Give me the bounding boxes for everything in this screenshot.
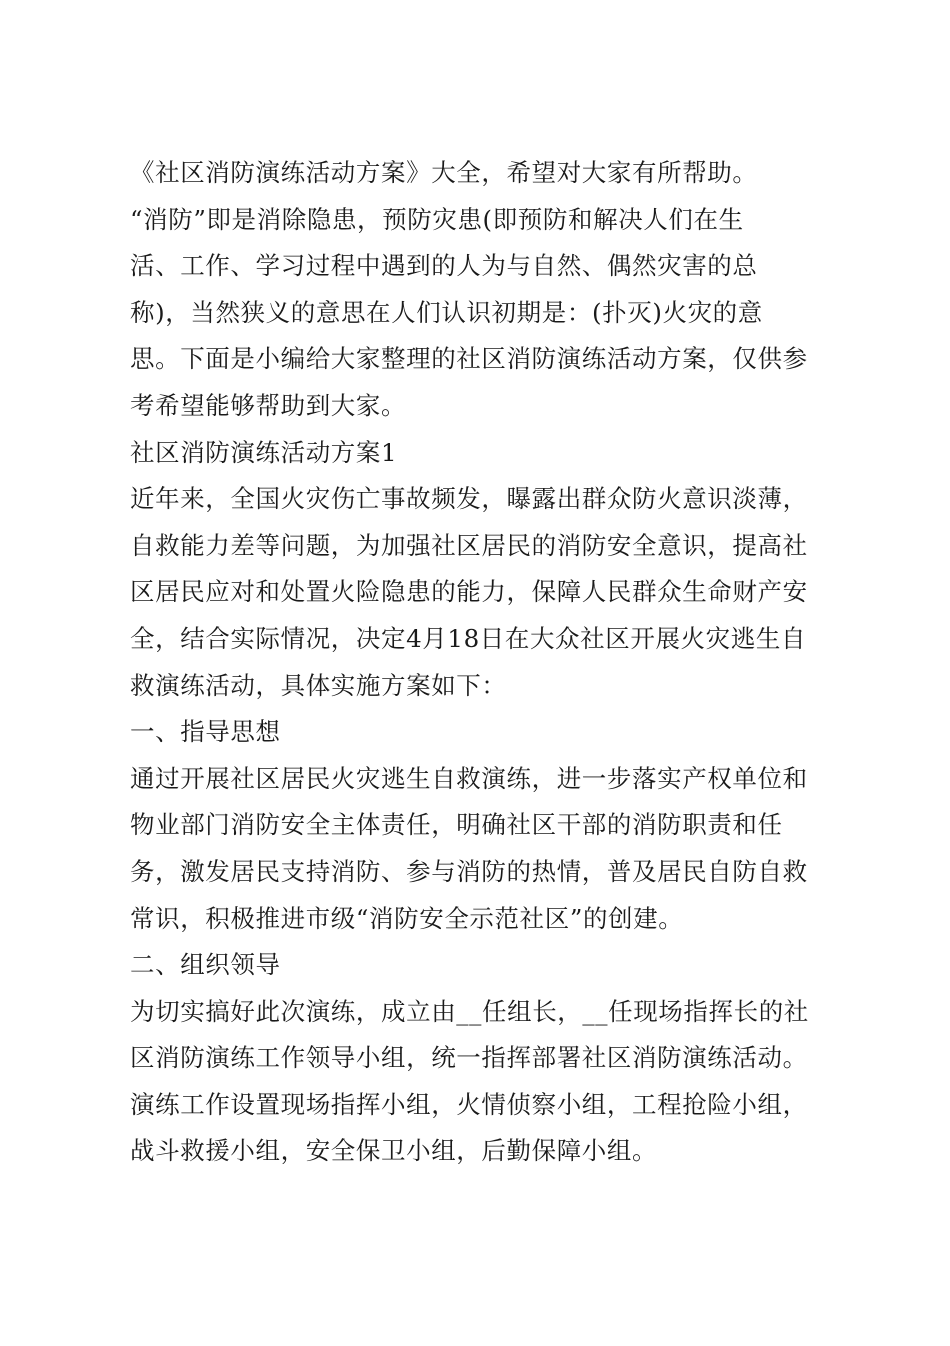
heading-guiding-ideology: 一、指导思想 bbox=[130, 717, 281, 747]
paragraph-line: 自救能力差等问题，为加强社区居民的消防安全意识，提高社 bbox=[130, 530, 808, 560]
paragraph-line: 常识，积极推进市级“消防安全示范社区”的创建。 bbox=[130, 903, 684, 933]
paragraph-line: 全，结合实际情况，决定4月18日在大众社区开展火灾逃生自 bbox=[130, 623, 807, 653]
paragraph-line: 救演练活动，具体实施方案如下： bbox=[130, 670, 507, 700]
paragraph-line: 活、工作、学习过程中遇到的人为与自然、偶然灾害的总 bbox=[130, 251, 758, 281]
paragraph-line: 务，激发居民支持消防、参与消防的热情，普及居民自防自救 bbox=[130, 856, 808, 886]
paragraph-line: 思。下面是小编给大家整理的社区消防演练活动方案，仅供参 bbox=[130, 344, 808, 374]
paragraph-line: 为切实搞好此次演练，成立由__任组长，__任现场指挥长的社 bbox=[130, 996, 809, 1026]
paragraph-line: 考希望能够帮助到大家。 bbox=[130, 390, 407, 420]
paragraph-line: 区居民应对和处置火险隐患的能力，保障人民群众生命财产安 bbox=[130, 577, 808, 607]
paragraph-line: 称)，当然狭义的意思在人们认识初期是：(扑灭)火灾的意 bbox=[130, 297, 763, 327]
heading-organization-leadership: 二、组织领导 bbox=[130, 950, 281, 980]
paragraph-line: 战斗救援小组，安全保卫小组，后勤保障小组。 bbox=[130, 1136, 658, 1166]
paragraph-line: 物业部门消防安全主体责任，明确社区干部的消防职责和任 bbox=[130, 810, 783, 840]
paragraph-line: 演练工作设置现场指挥小组，火情侦察小组，工程抢险小组， bbox=[130, 1089, 808, 1119]
paragraph-line: 近年来，全国火灾伤亡事故频发，曝露出群众防火意识淡薄， bbox=[130, 484, 808, 514]
paragraph-line: 区消防演练工作领导小组，统一指挥部署社区消防演练活动。 bbox=[130, 1043, 808, 1073]
intro-line: 《社区消防演练活动方案》大全，希望对大家有所帮助。 bbox=[130, 158, 758, 187]
document-body bbox=[130, 150, 830, 1175]
section-title: 社区消防演练活动方案1 bbox=[130, 437, 398, 467]
paragraph-line: “消防”即是消除隐患，预防灾患(即预防和解决人们在生 bbox=[130, 204, 744, 234]
paragraph-line: 通过开展社区居民火灾逃生自救演练，进一步落实产权单位和 bbox=[130, 763, 808, 793]
